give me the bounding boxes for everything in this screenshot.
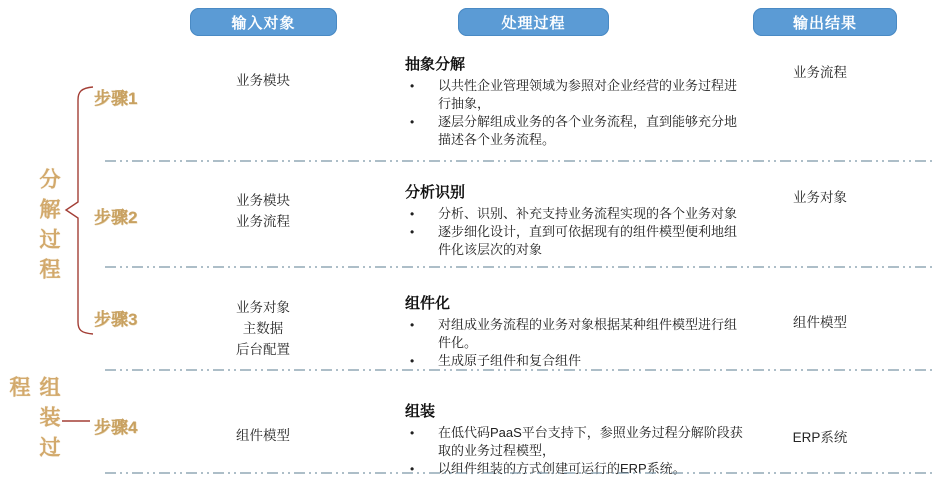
bullet-icon <box>405 113 438 149</box>
row3-output: 组件模型 <box>793 315 847 330</box>
row-separator <box>105 369 933 372</box>
input-item: 业务模块 <box>236 193 290 208</box>
row4-input <box>178 425 348 446</box>
row2-output: 业务对象 <box>793 190 847 205</box>
process-bullet: • 逐步细化设计，直到可依据现有的组件模型便利地组件化该层次的对象 <box>405 223 743 259</box>
row2-process <box>405 181 743 259</box>
input-item: 主数据 <box>242 321 284 336</box>
bullet-icon <box>405 316 438 352</box>
process-title: 分析识别 <box>405 184 466 201</box>
row1-process <box>405 53 743 149</box>
column-header-input: 输入对象 <box>190 8 337 36</box>
row-separator <box>105 472 933 475</box>
row3-process <box>405 292 743 370</box>
process-title: 抽象分解 <box>405 56 466 73</box>
row-separator <box>105 160 933 163</box>
row3-input <box>178 297 348 360</box>
row-separator <box>105 266 933 269</box>
row2-input <box>178 190 348 232</box>
bullet-icon <box>405 223 438 259</box>
input-item: 后台配置 <box>236 342 290 357</box>
phase-label-assemble: 组装过程 <box>7 376 60 466</box>
bullet-icon <box>405 424 438 460</box>
process-bullet: • 在低代码PaaS平台支持下，参照业务过程分解阶段获取的业务过程模型， <box>405 424 743 460</box>
step-label-3: 步骤3 <box>94 310 138 329</box>
process-bullet: • 以共性企业管理领域为参照对企业经营的业务过程进行抽象， <box>405 77 743 113</box>
process-bullet: • 分析、识别、补充支持业务流程实现的各个业务对象 <box>405 205 743 223</box>
process-bullet: • 生成原子组件和复合组件 <box>405 352 743 370</box>
row4-output: ERP系统 <box>792 430 848 445</box>
input-item: 业务流程 <box>236 214 290 229</box>
column-header-output: 输出结果 <box>753 8 897 36</box>
row1-output: 业务流程 <box>793 65 847 80</box>
input-item: 业务对象 <box>236 300 290 315</box>
input-item: 组件模型 <box>236 428 290 443</box>
process-bullet: • 以组件组装的方式创建可运行的ERP系统。 <box>405 460 743 477</box>
process-title: 组件化 <box>405 295 451 312</box>
bullet-icon <box>405 352 438 370</box>
bullet-icon <box>405 205 438 223</box>
step-label-4: 步骤4 <box>94 418 138 437</box>
process-bullet: • 逐层分解组成业务的各个业务流程，直到能够充分地描述各个业务流程。 <box>405 113 743 149</box>
bullet-icon <box>405 77 438 113</box>
phase-label-decompose: 分解过程 <box>37 168 60 288</box>
row1-input <box>178 70 348 91</box>
step-label-2: 步骤2 <box>94 208 138 227</box>
row4-process <box>405 400 743 477</box>
process-title: 组装 <box>405 403 436 420</box>
column-header-process: 处理过程 <box>458 8 609 36</box>
process-bullet: • 对组成业务流程的业务对象根据某种组件模型进行组件化。 <box>405 316 743 352</box>
step-label-1: 步骤1 <box>94 89 138 108</box>
input-item: 业务模块 <box>236 73 290 88</box>
decompose-brace <box>66 87 93 334</box>
